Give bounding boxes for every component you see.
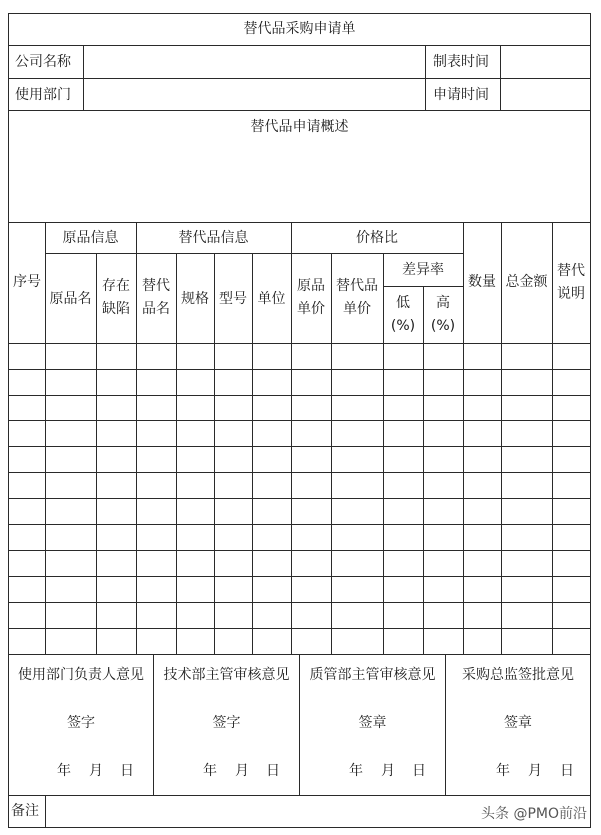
col-spec: 规格 — [181, 291, 209, 307]
group-sub-info: 替代品信息 — [178, 230, 249, 246]
col-orig-price-line2: 单价 — [297, 301, 325, 317]
group-orig-info: 原品信息 — [62, 230, 119, 246]
form-title: 替代品采购申请单 — [243, 21, 356, 37]
col-sub-name-line2: 品名 — [142, 301, 170, 317]
approval-date-month: 月 — [89, 763, 103, 779]
overview-label: 替代品申请概述 — [250, 119, 349, 135]
group-price-ratio: 价格比 — [356, 230, 398, 246]
col-defect-line2: 缺陷 — [102, 301, 130, 317]
border-top — [8, 13, 591, 14]
dept-label: 使用部门 — [15, 87, 71, 103]
group-diff-rate: 差异率 — [402, 262, 444, 278]
approval-sign: 签章 — [358, 715, 387, 731]
approval-date-day: 日 — [266, 763, 280, 779]
approval-date-year: 年 — [349, 763, 363, 779]
dept-input[interactable] — [84, 79, 424, 110]
company-input[interactable] — [84, 46, 424, 77]
border-bottom — [8, 827, 591, 828]
approval-date-month: 月 — [381, 763, 395, 779]
approval-title: 技术部主管审核意见 — [163, 667, 290, 683]
col-defect-line1: 存在 — [102, 278, 130, 294]
col-rule — [423, 286, 424, 655]
approval-sign: 签字 — [212, 715, 241, 731]
approval-date-day: 日 — [412, 763, 426, 779]
col-sub-price-line2: 单价 — [343, 301, 371, 317]
col-orig-price-line1: 原品 — [297, 278, 325, 294]
col-rule — [425, 45, 426, 111]
approval-title: 采购总监签批意见 — [462, 667, 574, 683]
col-orig-price — [291, 275, 331, 321]
approval-date-month: 月 — [235, 763, 249, 779]
made-date-label: 制表时间 — [433, 54, 489, 70]
approval-sign: 签章 — [504, 715, 532, 731]
col-sub-name-line1: 替代 — [142, 278, 170, 294]
col-note-line2: 说明 — [557, 286, 585, 302]
col-sub-price — [331, 275, 383, 321]
col-low-line2: (%) — [390, 318, 416, 334]
col-seq: 序号 — [13, 274, 41, 290]
col-high-line2: (%) — [430, 318, 456, 334]
apply-date-input[interactable] — [501, 79, 589, 110]
approval-sign: 签字 — [67, 715, 95, 731]
company-label: 公司名称 — [15, 54, 71, 70]
col-defect — [96, 275, 136, 321]
col-note-line1: 替代 — [557, 263, 585, 279]
rule — [8, 222, 591, 223]
rule — [8, 110, 591, 111]
overview-input[interactable] — [9, 140, 589, 220]
apply-date-label: 申请时间 — [433, 87, 489, 103]
col-note — [552, 260, 590, 306]
remarks-label: 备注 — [11, 803, 39, 819]
approval-title: 使用部门负责人意见 — [18, 667, 144, 683]
col-sub-name — [136, 275, 176, 321]
col-rule — [214, 253, 215, 655]
col-rule — [176, 253, 177, 655]
col-unit: 单位 — [257, 291, 286, 307]
col-rule — [45, 795, 46, 828]
approval-title: 质管部主管审核意见 — [309, 667, 436, 683]
approval-date-year: 年 — [57, 763, 71, 779]
made-date-input[interactable] — [501, 46, 589, 77]
watermark: 头条 @PMO前沿 — [481, 806, 587, 822]
approval-date-day: 日 — [120, 763, 134, 779]
col-rule — [252, 253, 253, 655]
col-low-line1: 低 — [396, 295, 410, 311]
col-high — [423, 292, 463, 338]
approval-date-month: 月 — [528, 763, 542, 779]
col-high-line1: 高 — [436, 295, 450, 311]
col-qty: 数量 — [468, 274, 496, 290]
approval-date-year: 年 — [203, 763, 217, 779]
col-orig-name: 原品名 — [49, 291, 92, 307]
approval-date-day: 日 — [560, 763, 574, 779]
col-sub-price-line1: 替代品 — [336, 278, 378, 294]
col-model: 型号 — [219, 291, 247, 307]
rule — [45, 253, 463, 254]
col-low — [383, 292, 423, 338]
col-total: 总金额 — [505, 274, 548, 290]
approval-date-year: 年 — [496, 763, 510, 779]
